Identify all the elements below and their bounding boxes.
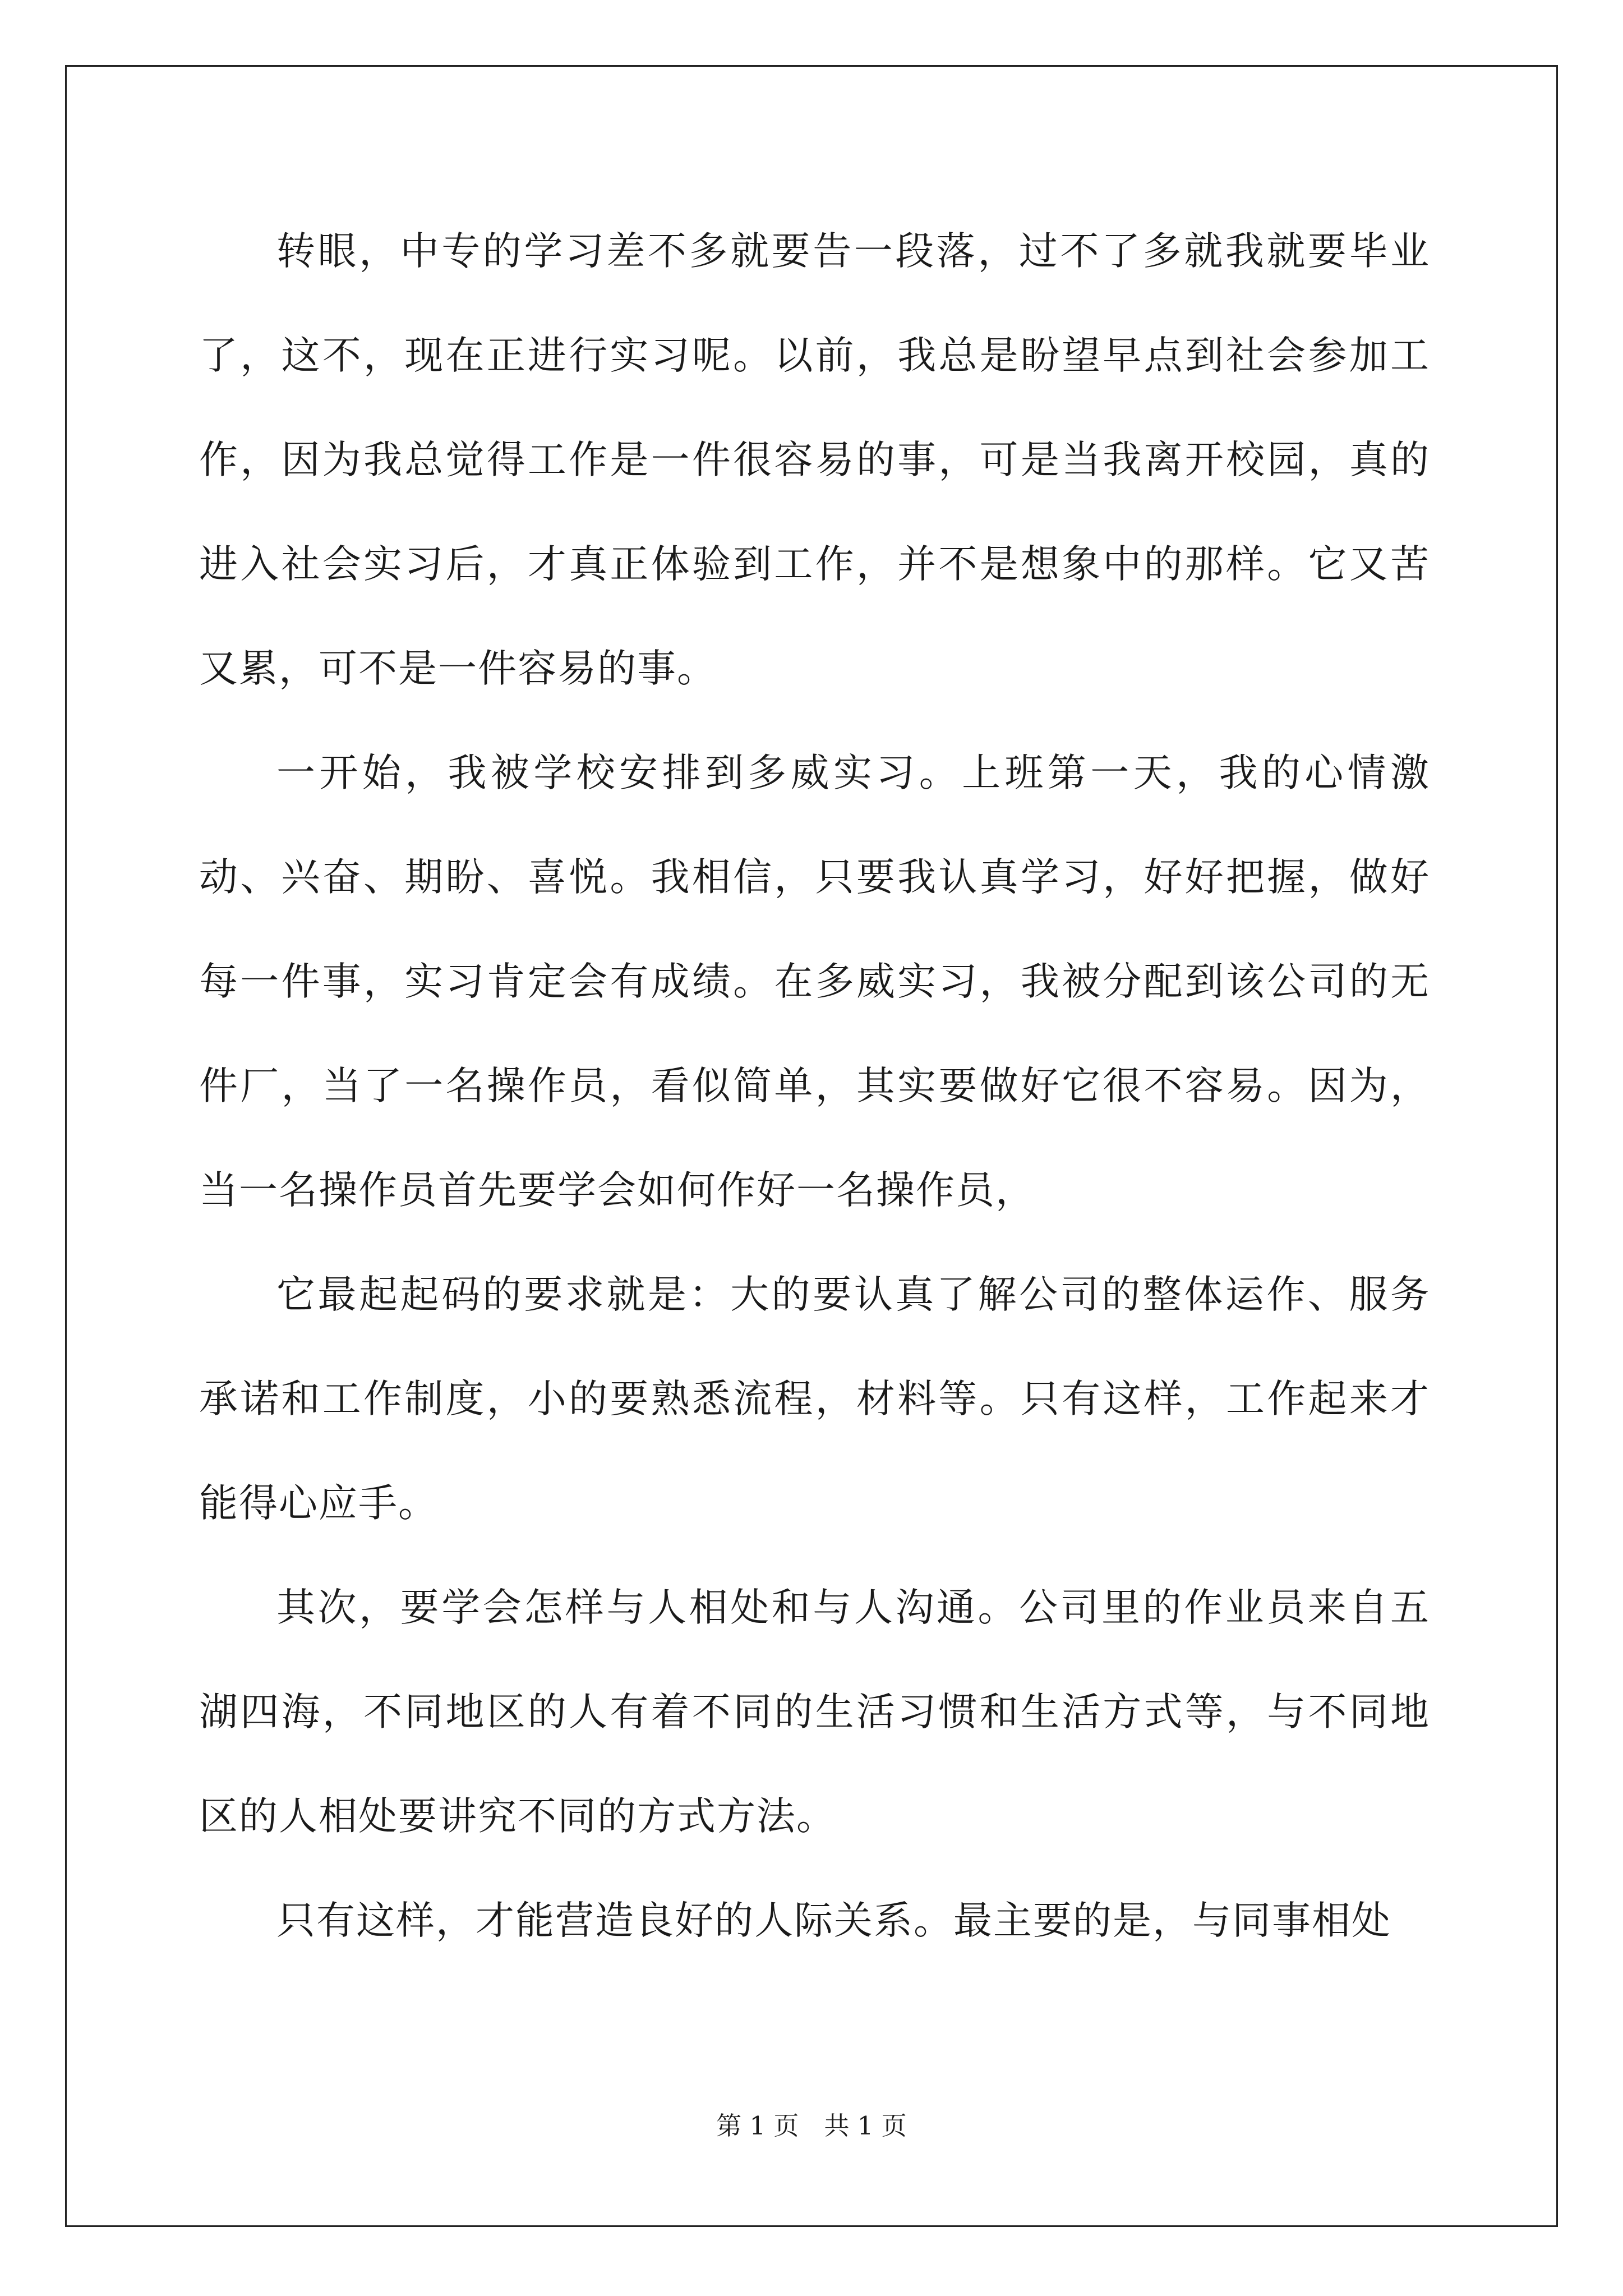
paragraph-1: 转眼，中专的学习差不多就要告一段落，过不了多就我就要毕业了，这不，现在正进行实习呢。以前，我总是盼望早点到社会参加工作，因为我总觉得工作是一件很容易的事，可是当我离开校园，真的进入社会实习后，才真正体验到工作，并不是想象中的那样。它又苦又累，可不是一件容易的事。: [199, 229, 1430, 691]
page-number-footer: 第 1 页 共 1 页: [716, 2111, 907, 2141]
document-body: [199, 199, 1430, 1973]
paragraph-3: 它最起起码的要求就是：大的要认真了解公司的整体运作、服务承诺和工作制度，小的要熟悉流程，材料等。只有这样，工作起来才能得心应手。: [199, 1272, 1430, 1526]
paragraph-2: 一开始，我被学校安排到多威实习。上班第一天，我的心情激动、兴奋、期盼、喜悦。我相信，只要我认真学习，好好把握，做好每一件事，实习肯定会有成绩。在多威实习，我被分配到该公司的无件厂，当了一名操作员，看似简单，其实要做好它很不容易。因为，当一名操作员首先要学会如何作好一名操作员，: [199, 751, 1430, 1213]
paragraph-4: 其次，要学会怎样与人相处和与人沟通。公司里的作业员来自五湖四海，不同地区的人有着不同的生活习惯和生活方式等，与不同地区的人相处要讲究不同的方式方法。: [199, 1585, 1430, 1839]
paragraph-5: 只有这样，才能营造良好的人际关系。最主要的是，与同事相处: [276, 1898, 1391, 1943]
